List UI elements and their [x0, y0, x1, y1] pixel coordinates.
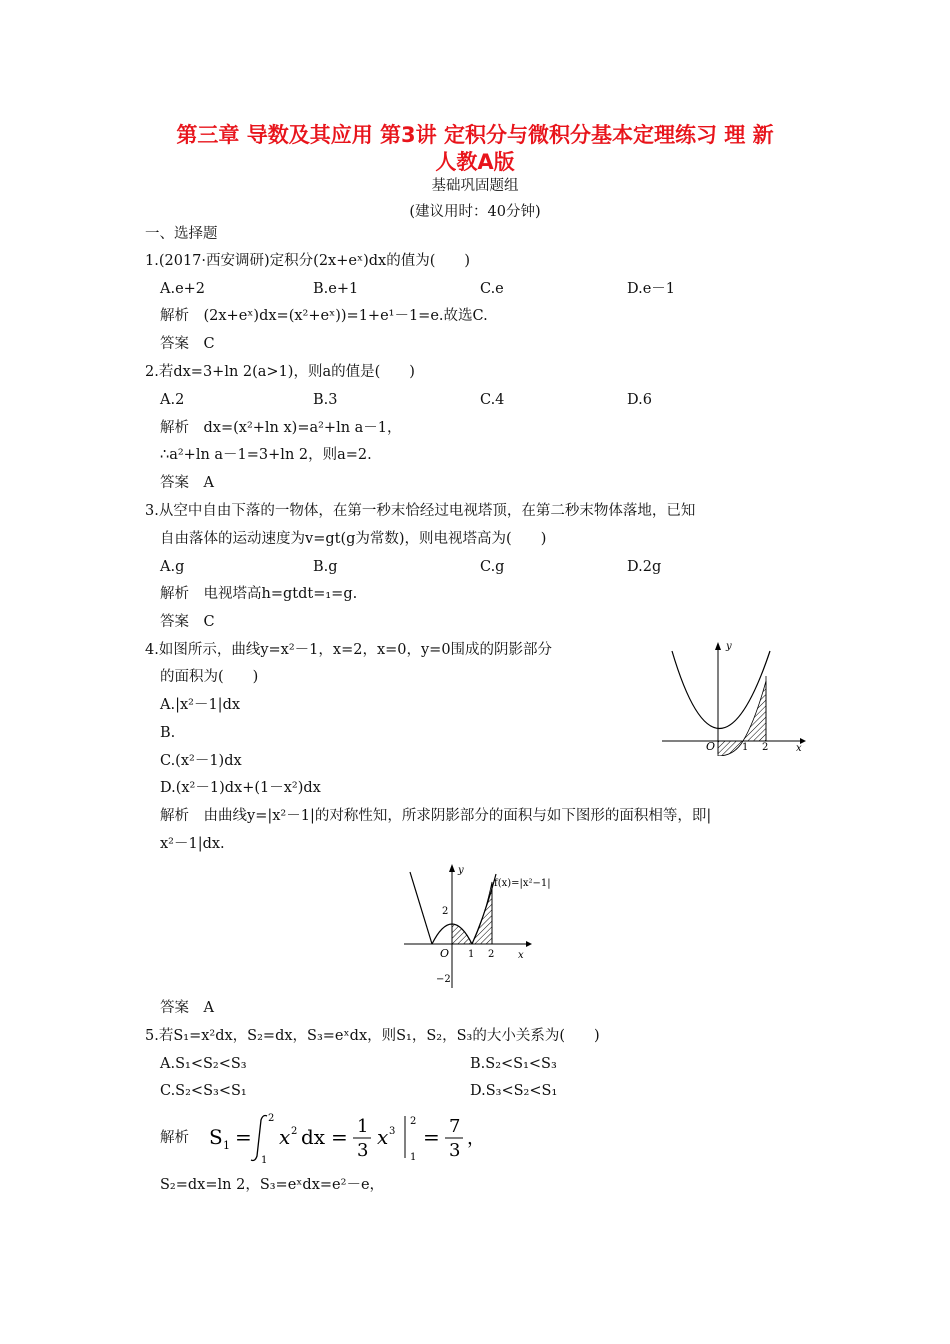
q2-option-a: A.2	[160, 392, 185, 408]
formula-upper: 2	[268, 1113, 275, 1124]
q2-analysis-2: ∴a²+ln a－1=3+ln 2，则a=2.	[160, 447, 372, 463]
svg-text:=: =	[331, 1125, 348, 1149]
formula-eval-lower: 1	[410, 1152, 417, 1163]
document-title-line1: 第三章 导数及其应用 第3讲 定积分与微积分基本定理练习 理 新	[176, 123, 774, 147]
q5-option-d: D.S₃<S₂<S₁	[470, 1083, 558, 1099]
q5-formula	[205, 1108, 485, 1168]
fig1-tick-2: 2	[762, 742, 769, 753]
fig2-y-label: y	[458, 865, 464, 876]
formula-power: 2	[291, 1126, 298, 1137]
fig1-tick-1: 1	[742, 742, 749, 753]
q2-answer: 答案 A	[160, 475, 214, 491]
fig2-ytick-neg2: −2	[436, 974, 451, 985]
q4-figure-1	[660, 636, 810, 756]
q4-option-c: C.(x²－1)dx	[160, 753, 242, 769]
formula-lhs: S	[209, 1125, 223, 1149]
q2-analysis: 解析 dx=(x²+ln x)=a²+ln a－1，	[160, 420, 402, 436]
q4-stem-line1: 4.如图所示，曲线y=x²－1，x=2，x=0，y=0围成的阴影部分	[145, 642, 553, 658]
q4-stem-line2: 的面积为( )	[160, 669, 259, 685]
formula-eval-upper: 2	[410, 1116, 417, 1127]
q3-stem-line2: 自由落体的运动速度为v=gt(g为常数)，则电视塔高为( )	[160, 531, 547, 547]
q4-answer: 答案 A	[160, 1000, 214, 1016]
q1-option-c: C.e	[480, 281, 504, 297]
q4-figure-2	[400, 860, 590, 992]
formula-tail: ，	[467, 1128, 485, 1149]
q4-analysis-line2: x²－1|dx.	[160, 836, 225, 852]
fig2-func-label: f(x)=|x²−1|	[494, 878, 551, 889]
q5-option-a: A.S₁<S₂<S₃	[160, 1056, 247, 1072]
q4-analysis-line1: 解析 由曲线y=|x²－1|的对称性知，所求阴影部分的面积与如下图形的面积相等，即|	[160, 808, 712, 824]
q2-option-b: B.3	[313, 392, 338, 408]
svg-text:=: =	[235, 1125, 252, 1149]
formula-dx: dx	[301, 1125, 326, 1149]
q1-option-a: A.e+2	[160, 281, 206, 297]
formula-lhs-sub: 1	[223, 1139, 230, 1152]
q2-option-d: D.6	[627, 392, 652, 408]
q1-option-d: D.e－1	[627, 281, 676, 297]
document-title-line2: 人教A版	[435, 150, 515, 174]
q4-option-b: B.	[160, 725, 176, 741]
formula-integrand: x	[279, 1125, 291, 1149]
q3-answer: 答案 C	[160, 614, 215, 630]
q2-option-c: C.4	[480, 392, 505, 408]
q1-option-b: B.e+1	[313, 281, 359, 297]
fig2-x-label: x	[518, 950, 524, 961]
svg-text:=: =	[423, 1125, 440, 1149]
formula-var-pow: 3	[389, 1126, 396, 1137]
fig2-ytick-2: 2	[442, 906, 449, 917]
integral-sign	[251, 1116, 267, 1161]
q1-answer: 答案 C	[160, 336, 215, 352]
formula-frac-num: 1	[357, 1116, 369, 1137]
q2-stem: 2.若dx=3+ln 2(a>1)，则a的值是( )	[145, 364, 415, 380]
formula-var: x	[377, 1125, 389, 1149]
q3-stem-line1: 3.从空中自由下落的一物体，在第一秒末恰经过电视塔顶，在第二秒末物体落地，已知	[145, 503, 696, 519]
fig1-y-label: y	[726, 641, 732, 652]
q3-option-c: C.g	[480, 559, 505, 575]
fig2-tick-1: 1	[468, 949, 475, 960]
fig1-x-label: x	[796, 743, 802, 754]
q1-stem: 1.(2017·西安调研)定积分(2x+eˣ)dx的值为( )	[145, 253, 471, 269]
q3-option-a: A.g	[160, 559, 185, 575]
formula-lower: 1	[261, 1155, 268, 1166]
q5-option-c: C.S₂<S₃<S₁	[160, 1083, 247, 1099]
q5-analysis-s2s3: S₂=dx=ln 2，S₃=eˣdx=e²－e，	[160, 1177, 385, 1193]
q3-option-d: D.2g	[627, 559, 662, 575]
q1-analysis: 解析 (2x+eˣ)dx=(x²+eˣ))=1+e¹－1=e.故选C.	[160, 308, 488, 324]
fig2-origin: O	[440, 947, 450, 960]
fig2-tick-2: 2	[488, 949, 495, 960]
formula-frac-den: 3	[357, 1140, 369, 1161]
q3-option-b: B.g	[313, 559, 338, 575]
q5-analysis-label: 解析	[160, 1130, 189, 1146]
q3-analysis: 解析 电视塔高h=gtdt=₁=g.	[160, 586, 358, 602]
q5-option-b: B.S₂<S₁<S₃	[470, 1056, 557, 1072]
time-hint: (建议用时：40分钟)	[409, 204, 541, 220]
fig1-origin: O	[706, 740, 716, 753]
q4-option-d: D.(x²－1)dx+(1－x²)dx	[160, 780, 321, 796]
formula-res-num: 7	[449, 1116, 461, 1137]
formula-res-den: 3	[449, 1140, 461, 1161]
group-label: 基础巩固题组	[431, 178, 519, 194]
q5-stem: 5.若S₁=x²dx，S₂=dx，S₃=eˣdx，则S₁，S₂，S₃的大小关系为( )	[145, 1028, 600, 1044]
q4-option-a: A.|x²－1|dx	[160, 697, 241, 713]
section-heading: 一、选择题	[145, 226, 218, 242]
